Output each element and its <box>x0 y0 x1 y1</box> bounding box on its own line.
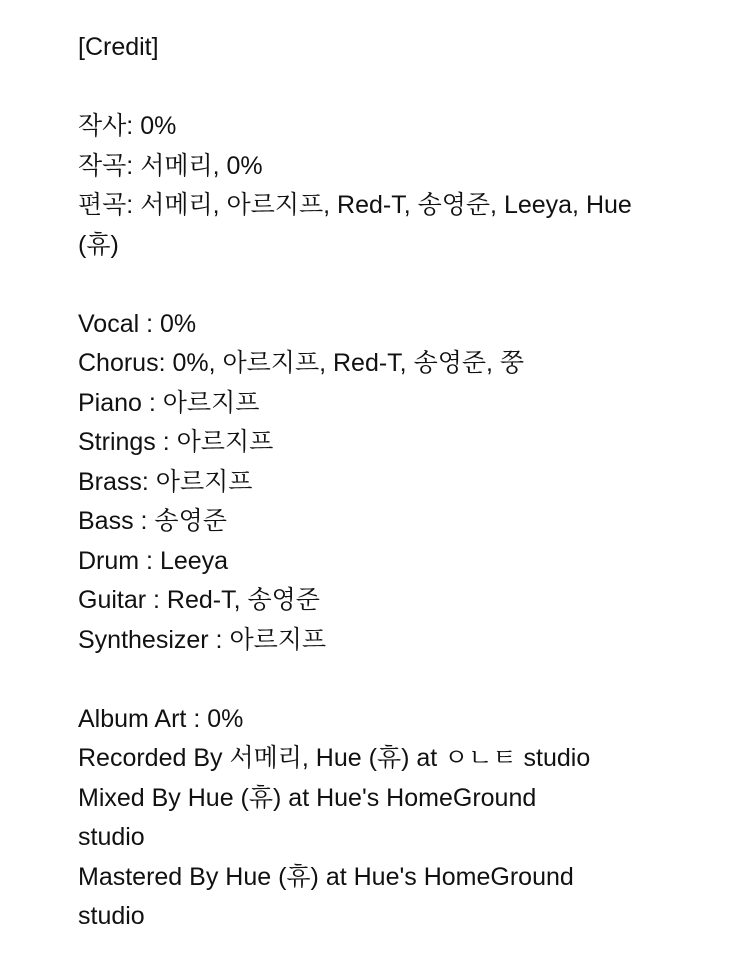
synthesizer-credit: Synthesizer : 아르지프 <box>78 625 327 654</box>
section-spacer <box>78 265 678 305</box>
mastered-by-credit: Mastered By Hue (휴) at Hue's HomeGround <box>78 862 574 891</box>
album-art-credit: Album Art : 0% <box>78 704 244 733</box>
lyrics-credit: 작사: 0% <box>78 112 177 140</box>
credit-header: [Credit] <box>78 33 159 61</box>
writing-credits <box>78 107 678 265</box>
chorus-credit: Chorus: 0%, 아르지프, Red-T, 송영준, 쭝 <box>78 349 525 377</box>
brass-credit: Brass: 아르지프 <box>78 467 253 496</box>
section-spacer <box>78 68 678 108</box>
drum-credit: Drum : Leeya <box>78 546 229 575</box>
strings-credit: Strings : 아르지프 <box>78 428 274 456</box>
arrangement-credit: 편곡: 서메리, 아르지프, Red-T, 송영준, Leeya, Hue <box>78 191 632 219</box>
section-spacer <box>78 660 678 700</box>
bass-credit: Bass : 송영준 <box>78 507 227 535</box>
mixed-by-credit: Mixed By Hue (휴) at Hue's HomeGround <box>78 783 537 812</box>
piano-credit: Piano : 아르지프 <box>78 388 260 417</box>
recorded-by-credit: Recorded By 서메리, Hue (휴) at ㅇㄴㅌ studio <box>78 744 591 772</box>
production-credits <box>78 700 678 937</box>
guitar-credit: Guitar : Red-T, 송영준 <box>78 586 320 614</box>
arrangement-credit-continued: (휴) <box>78 230 119 259</box>
mixed-by-credit-continued: studio <box>78 823 145 851</box>
composition-credit: 작곡: 서메리, 0% <box>78 151 263 180</box>
vocal-credit: Vocal : 0% <box>78 309 197 338</box>
performer-credits <box>78 305 678 661</box>
credit-document <box>78 28 678 937</box>
mastered-by-credit-continued: studio <box>78 902 145 930</box>
